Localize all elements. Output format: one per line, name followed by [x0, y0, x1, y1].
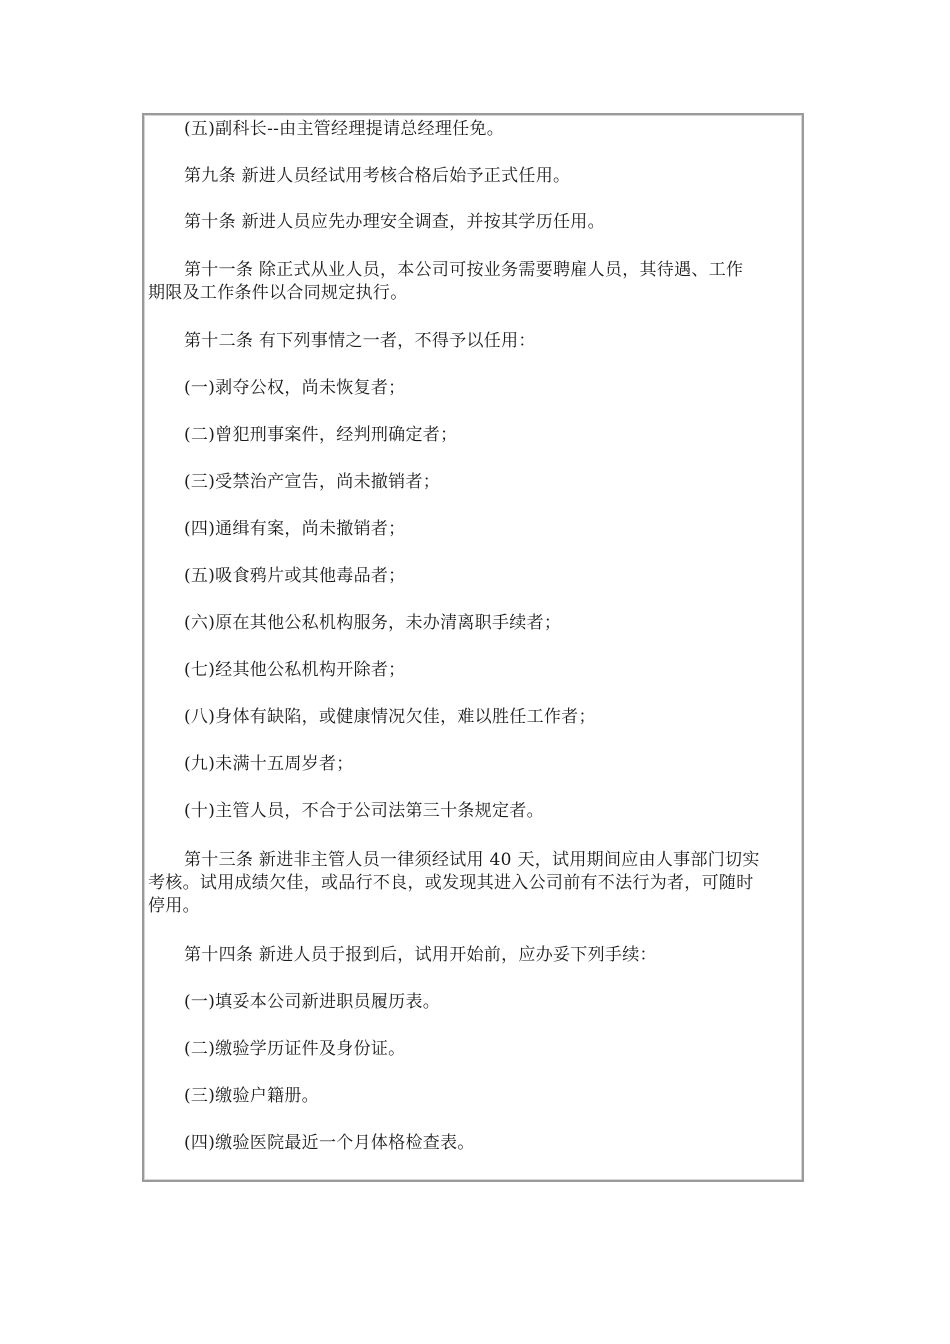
- paragraph-line: (一)剥夺公权，尚未恢复者；: [184, 378, 406, 398]
- paragraph: [148, 424, 804, 447]
- paragraph: [148, 1085, 804, 1108]
- paragraph-line: (七)经其他公私机构开除者；: [184, 660, 406, 680]
- paragraph: [148, 259, 804, 305]
- paragraph-line: (十)主管人员，不合于公司法第三十条规定者。: [184, 801, 544, 821]
- paragraph-line: (八)身体有缺陷，或健康情况欠佳，难以胜任工作者；: [184, 707, 596, 727]
- paragraph: [148, 165, 804, 188]
- paragraph-line: (三)受禁治产宣告，尚未撤销者；: [184, 472, 441, 492]
- paragraph-line: (五)副科长--由主管经理提请总经理任免。: [184, 119, 505, 139]
- paragraph-line: 考核。试用成绩欠佳，或品行不良，或发现其进入公司前有不法行为者，可随时: [148, 873, 754, 893]
- paragraph-line: 第九条 新进人员经试用考核合格后始予正式任用。: [184, 166, 571, 186]
- paragraph: [148, 211, 804, 234]
- paragraph: [148, 800, 804, 823]
- paragraph: [148, 330, 804, 353]
- paragraph-line: (九)未满十五周岁者；: [184, 754, 354, 774]
- paragraph: [148, 753, 804, 776]
- paragraph: [148, 118, 804, 141]
- paragraph: [148, 1038, 804, 1061]
- document-frame: [142, 113, 804, 1182]
- paragraph: [148, 565, 804, 588]
- paragraph: [148, 518, 804, 541]
- paragraph-line: 停用。: [148, 896, 200, 916]
- paragraph-line: (四)缴验医院最近一个月体格检查表。: [184, 1133, 475, 1153]
- paragraph: [148, 377, 804, 400]
- paragraph: [148, 849, 804, 918]
- paragraph-line: (三)缴验户籍册。: [184, 1086, 319, 1106]
- paragraph-line: (六)原在其他公私机构服务，未办清离职手续者；: [184, 613, 562, 633]
- paragraph-line: (四)通缉有案，尚未撤销者；: [184, 519, 406, 539]
- paragraph: [148, 944, 804, 967]
- paragraph-line: 第十三条 新进非主管人员一律须经试用 40 天，试用期间应由人事部门切实: [184, 850, 760, 870]
- paragraph-line: 第十二条 有下列事情之一者，不得予以任用：: [184, 331, 536, 351]
- paragraph: [148, 991, 804, 1014]
- paragraph-line: 第十四条 新进人员于报到后，试用开始前，应办妥下列手续：: [184, 945, 657, 965]
- paragraph-line: (二)曾犯刑事案件，经判刑确定者；: [184, 425, 458, 445]
- paragraph-line: (一)填妥本公司新进职员履历表。: [184, 992, 441, 1012]
- paragraph-line: 第十一条 除正式从业人员，本公司可按业务需要聘雇人员，其待遇、工作: [184, 260, 744, 280]
- paragraph-line: 第十条 新进人员应先办理安全调查，并按其学历任用。: [184, 212, 605, 232]
- paragraph-line: 期限及工作条件以合同规定执行。: [148, 283, 408, 303]
- paragraph-line: (五)吸食鸦片或其他毒品者；: [184, 566, 406, 586]
- paragraph: [148, 471, 804, 494]
- paragraph: [148, 1132, 804, 1155]
- paragraph-line: (二)缴验学历证件及身份证。: [184, 1039, 406, 1059]
- paragraph: [148, 706, 804, 729]
- paragraph: [148, 659, 804, 682]
- paragraph: [148, 612, 804, 635]
